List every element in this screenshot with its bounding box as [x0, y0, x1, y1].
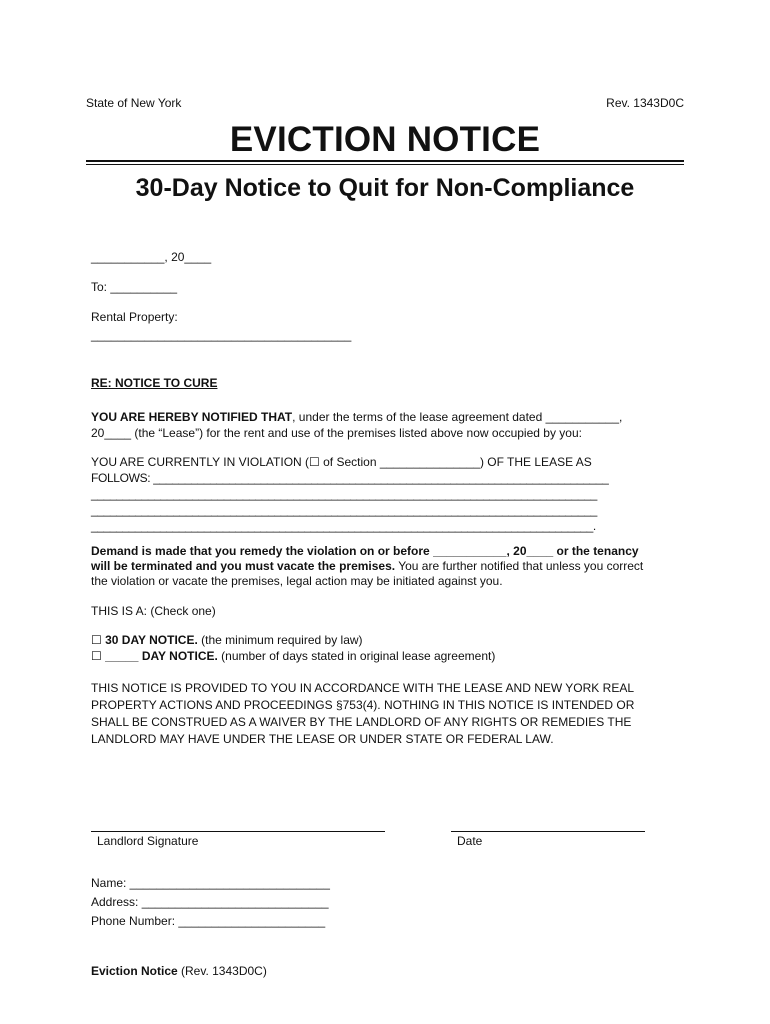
revision-label: Rev. 1343D0C	[606, 96, 684, 110]
option-30-day	[91, 632, 363, 648]
contact-name: Name: ______________________________	[91, 876, 330, 890]
checkbox-custom-days[interactable]: ☐	[91, 649, 102, 663]
demand-text-2: You are further notified that unless you correct	[395, 559, 644, 573]
notified-bold: YOU ARE HEREBY NOTIFIED THAT	[91, 410, 293, 424]
footer-rev: (Rev. 1343D0C)	[177, 964, 267, 978]
footer	[91, 963, 267, 979]
date-label: Date	[457, 834, 483, 848]
title-rule-thin	[86, 164, 684, 165]
date-signature-line[interactable]	[451, 831, 645, 832]
violation-line-3: ________________________________________________________________________________	[91, 487, 597, 501]
legal-line-3: SHALL BE CONSTRUED AS A WAIVER BY THE LANDLORD OF ANY RIGHTS OR REMEDIES THE	[91, 715, 632, 729]
violation-line-5: ________________________________________________________________________________.	[91, 519, 596, 533]
document-title: EVICTION NOTICE	[229, 120, 541, 159]
legal-line-2: PROPERTY ACTIONS AND PROCEEDINGS §753(4). NOTHING IN THIS NOTICE IS INTENDED OR	[91, 698, 635, 712]
option-custom-days-bold: _____ DAY NOTICE.	[105, 649, 218, 663]
title-rule-thick	[86, 160, 684, 162]
demand-bold-2: will be terminated and you must vacate the premises.	[91, 559, 396, 573]
option-custom-days	[91, 648, 495, 664]
to-line: To: __________	[91, 280, 178, 294]
demand-line-2	[91, 558, 643, 574]
notified-line-2: 20____ (the “Lease”) for the rent and use of the premises listed above now occupied by you:	[91, 426, 582, 440]
date-line: ___________, 20____	[91, 250, 212, 264]
notified-text-1: , under the terms of the lease agreement dated ___________,	[292, 410, 623, 424]
violation-line-2: FOLLOWS: ________________________________________________________________________	[91, 471, 609, 485]
legal-line-4: LANDLORD MAY HAVE UNDER THE LEASE OR UNDER STATE OR FEDERAL LAW.	[91, 732, 554, 746]
option-custom-days-text: (number of days stated in original lease agreement)	[217, 649, 496, 663]
landlord-signature-label: Landlord Signature	[97, 834, 199, 848]
rental-property-label: Rental Property:	[91, 310, 178, 324]
rental-property-blank: _______________________________________	[91, 328, 352, 342]
violation-line-4: ________________________________________________________________________________	[91, 503, 597, 517]
demand-line-1: Demand is made that you remedy the violation on or before ___________, 20____ or the tenancy	[91, 544, 639, 558]
state-label: State of New York	[86, 96, 182, 110]
landlord-signature-line[interactable]	[91, 831, 385, 832]
demand-line-3: the violation or vacate the premises, legal action may be initiated against you.	[91, 574, 503, 588]
notified-line-1	[91, 409, 622, 425]
checkbox-30-day[interactable]: ☐	[91, 633, 102, 647]
option-30-day-text: (the minimum required by law)	[197, 633, 363, 647]
document-subtitle: 30-Day Notice to Quit for Non-Compliance	[135, 174, 635, 202]
notice-to-cure-heading: RE: NOTICE TO CURE	[91, 376, 218, 390]
check-one-heading: THIS IS A: (Check one)	[91, 604, 216, 618]
violation-line-1: YOU ARE CURRENTLY IN VIOLATION (☐ of Section _______________) OF THE LEASE AS	[91, 455, 592, 469]
contact-phone: Phone Number: ______________________	[91, 914, 326, 928]
contact-address: Address: ____________________________	[91, 895, 329, 909]
legal-line-1: THIS NOTICE IS PROVIDED TO YOU IN ACCORDANCE WITH THE LEASE AND NEW YORK REAL	[91, 681, 634, 695]
footer-bold: Eviction Notice	[91, 964, 178, 978]
option-30-day-bold: 30 DAY NOTICE.	[105, 633, 198, 647]
